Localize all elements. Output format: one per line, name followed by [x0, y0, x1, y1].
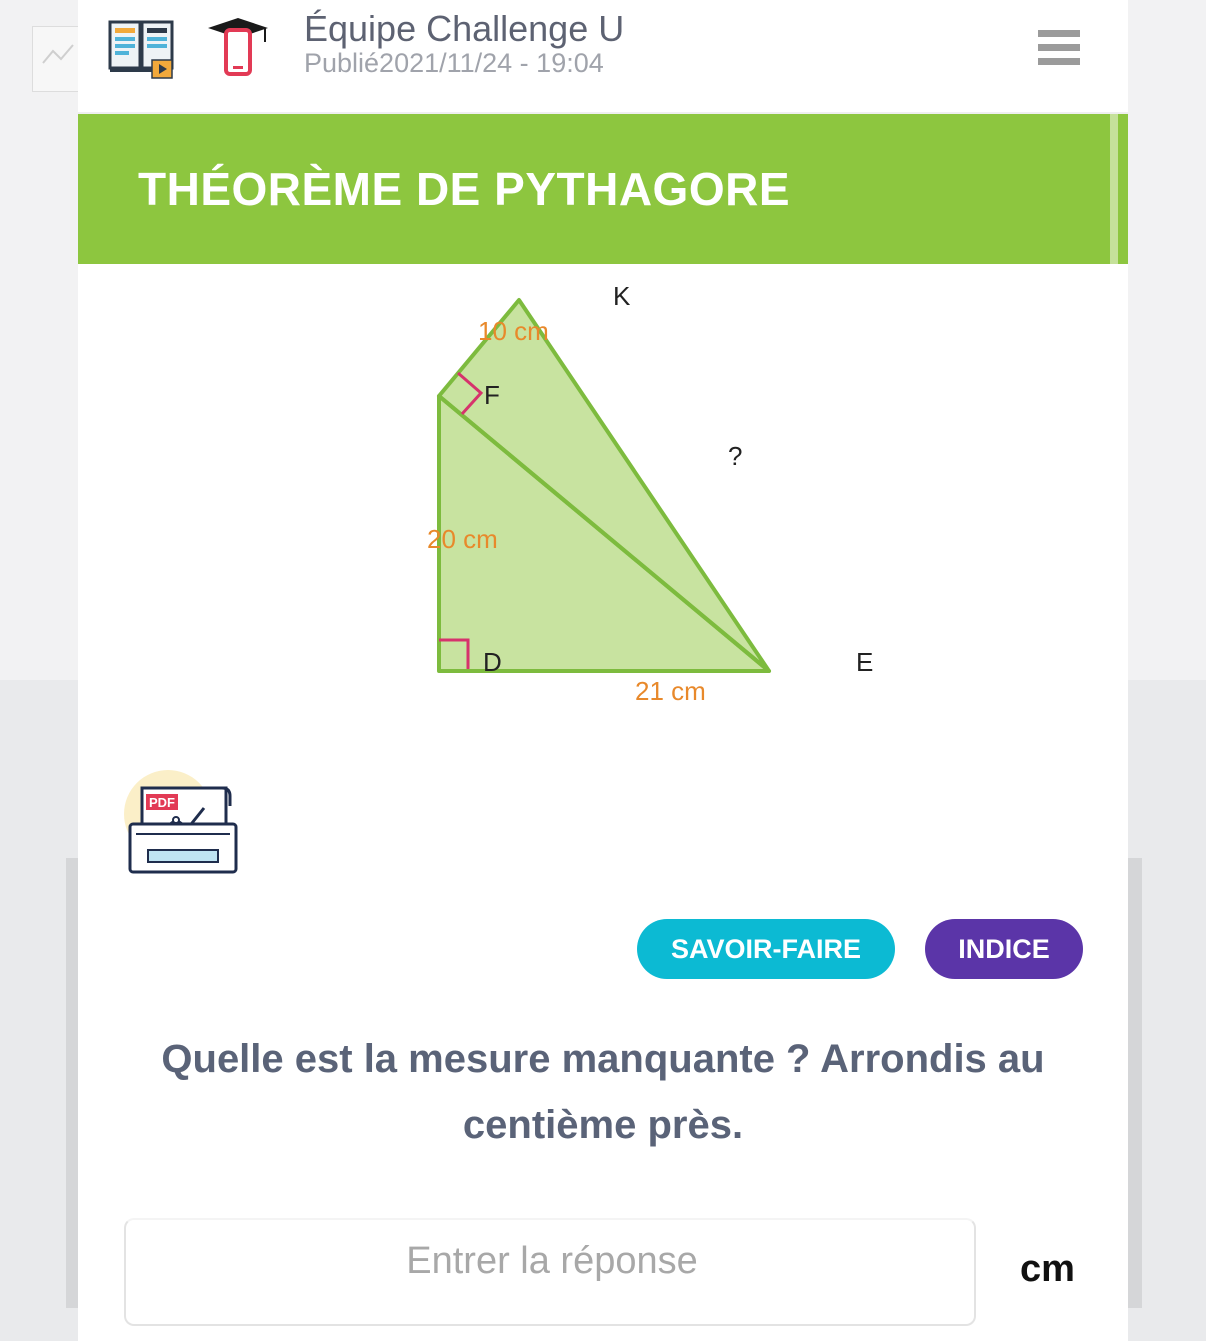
answer-field-container	[124, 1218, 976, 1326]
pdf-print-icon[interactable]	[122, 768, 242, 876]
book-video-icon[interactable]	[108, 16, 178, 80]
header	[78, 0, 1128, 114]
image-placeholder-icon	[41, 37, 75, 71]
hamburger-menu-icon[interactable]	[1038, 30, 1084, 70]
vertex-label-k: K	[613, 281, 631, 311]
answer-input[interactable]	[126, 1230, 978, 1292]
page-title: THÉORÈME DE PYTHAGORE	[138, 163, 791, 215]
answer-unit: cm	[1020, 1248, 1075, 1290]
pdf-badge-label: PDF	[149, 795, 175, 810]
length-label-fk: 10 cm	[478, 316, 549, 346]
banner-edge	[1110, 114, 1118, 264]
hint-button[interactable]: INDICE	[925, 919, 1083, 979]
published-date: Publié2021/11/24 - 19:04	[304, 48, 604, 78]
vertex-label-e: E	[856, 647, 874, 677]
length-label-de: 21 cm	[635, 676, 706, 706]
vertex-label-d: D	[483, 647, 502, 677]
vertex-label-f: F	[484, 380, 500, 410]
title-banner	[78, 114, 1128, 264]
pythagoras-diagram	[338, 270, 874, 720]
length-label-df: 20 cm	[427, 524, 498, 554]
question-text: Quelle est la mesure manquante ? Arrondis au centième près.	[161, 1037, 1045, 1147]
team-name: Équipe Challenge U	[304, 8, 625, 49]
length-label-ke: ?	[728, 441, 743, 471]
phone-graduation-icon[interactable]	[206, 14, 270, 78]
exercise-card	[78, 0, 1128, 1341]
savoir-faire-button[interactable]: SAVOIR-FAIRE	[637, 919, 895, 979]
